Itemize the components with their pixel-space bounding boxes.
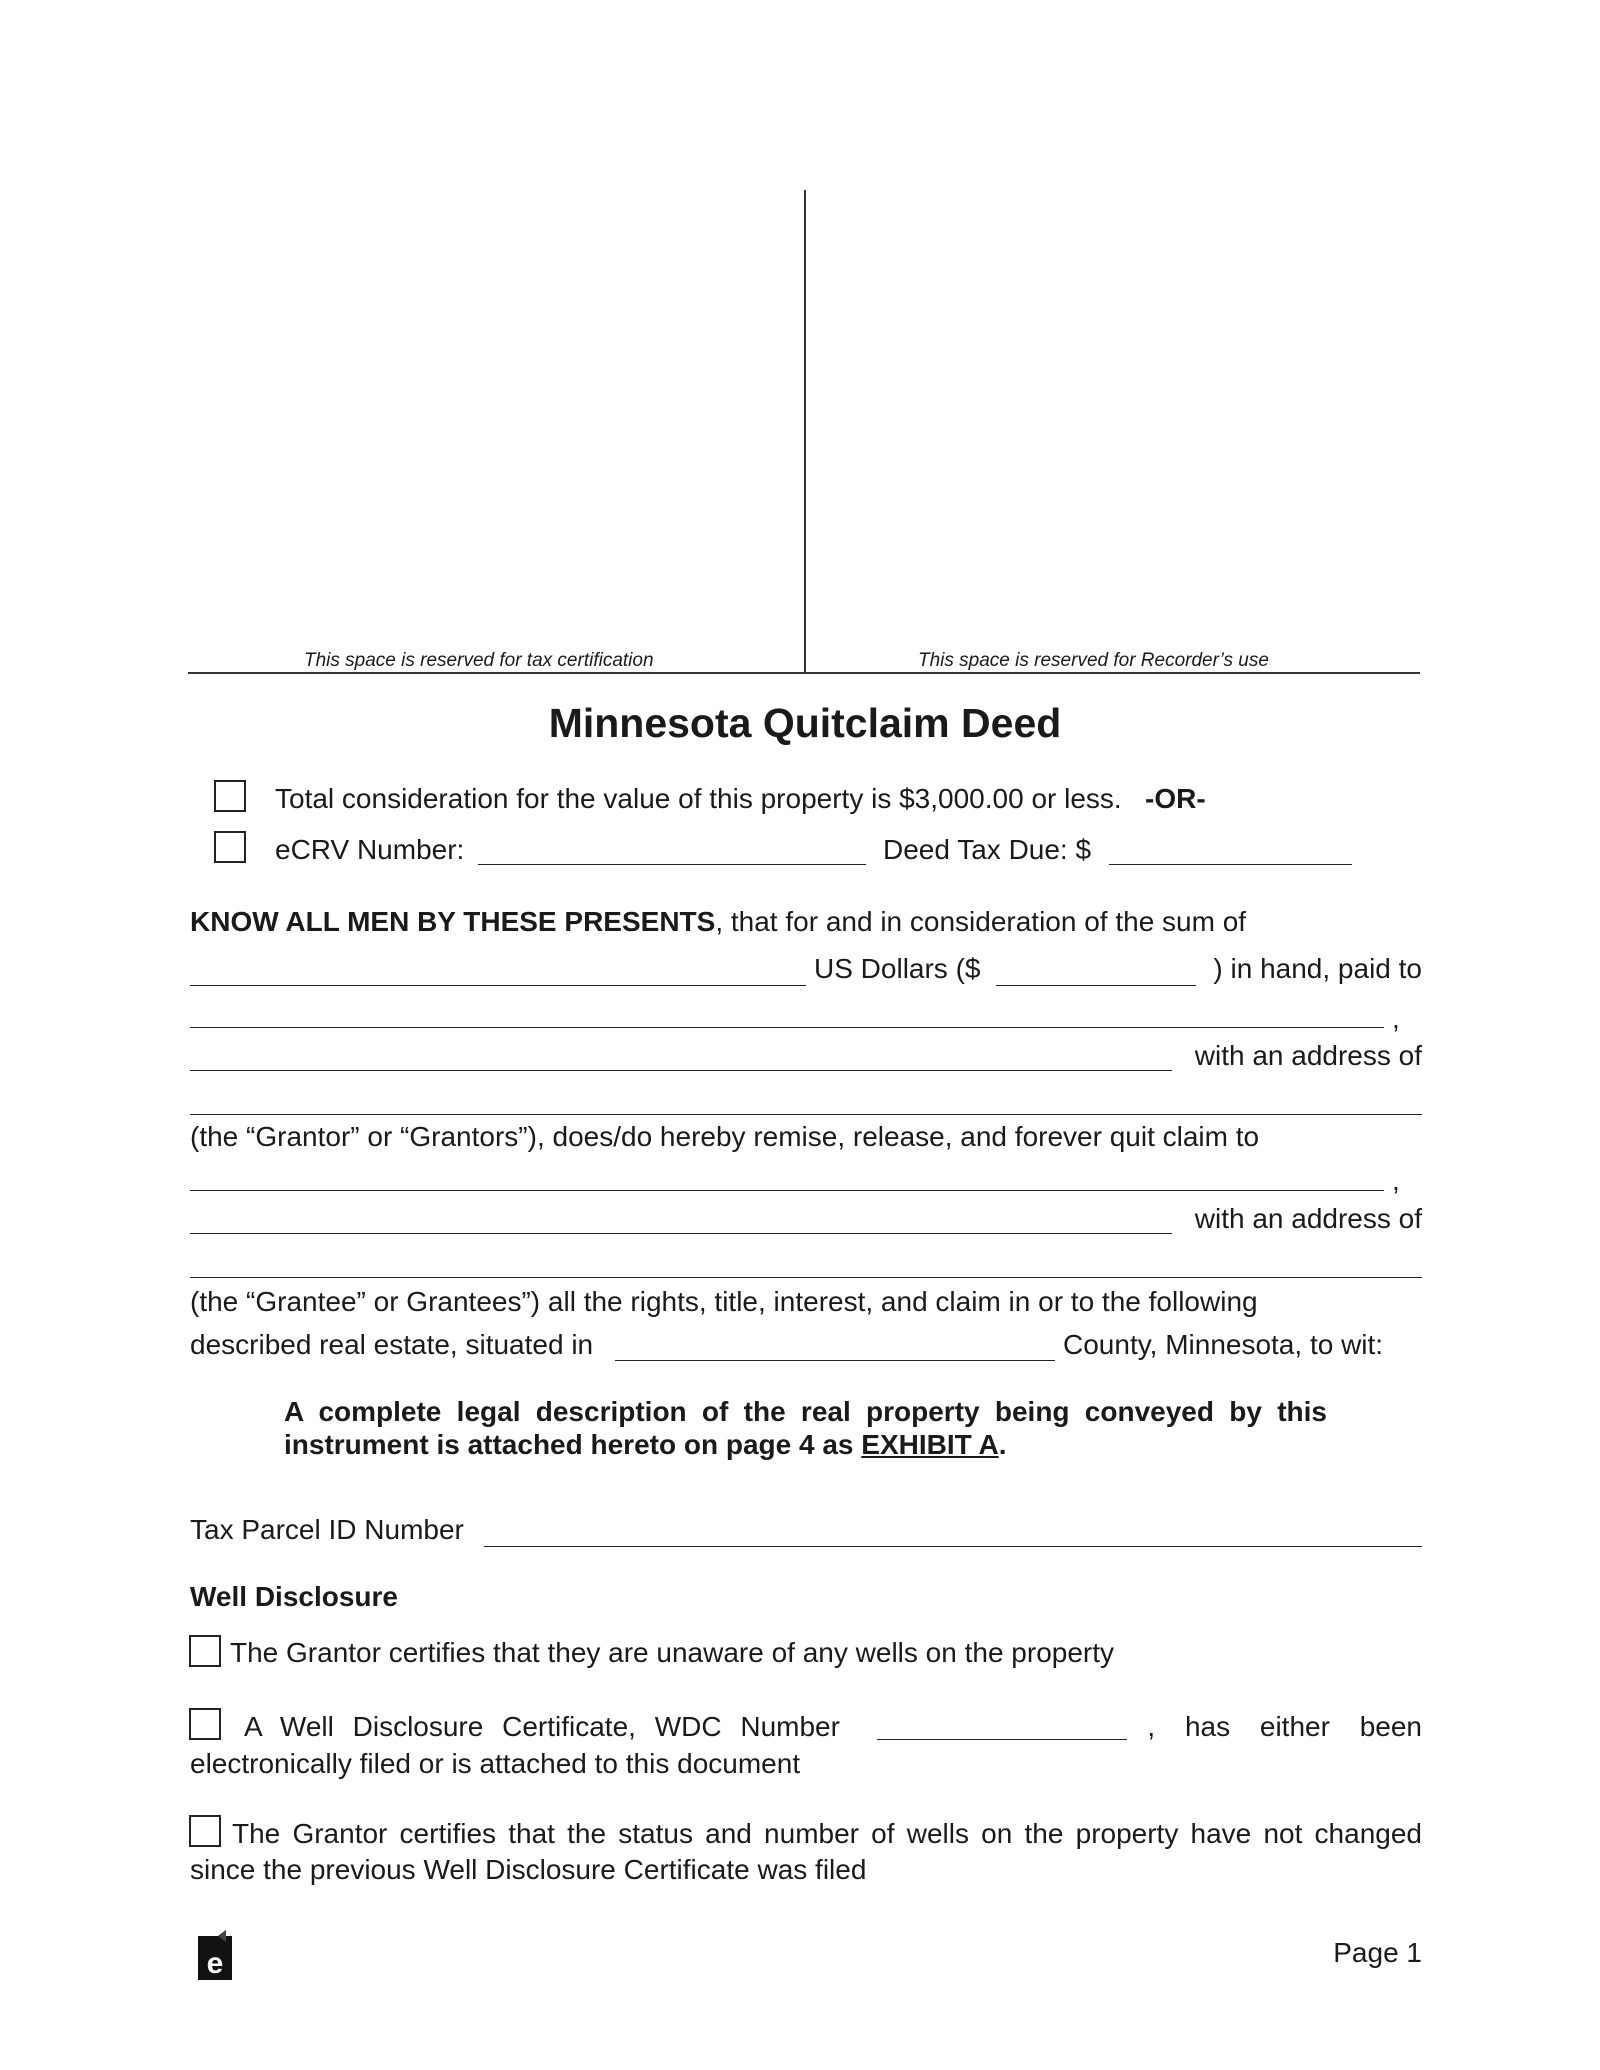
grantor-name-comma: , xyxy=(1392,1003,1400,1034)
well-option-2-suffix: , has either been xyxy=(1147,1711,1422,1742)
well-option-2-prefix: A Well Disclosure Certificate, WDC Number xyxy=(244,1711,840,1742)
checkbox-no-wells[interactable] xyxy=(189,1635,221,1667)
deed-tax-label: Deed Tax Due: $ xyxy=(883,834,1092,865)
header-divider-vertical xyxy=(804,190,806,674)
checkbox-wells-unchanged[interactable] xyxy=(189,1815,221,1847)
consideration-amount-words-field[interactable] xyxy=(190,985,806,986)
well-option-3-line-2: since the previous Well Disclosure Certificate was filed xyxy=(190,1854,867,1885)
grantor-address-field[interactable] xyxy=(190,1114,1422,1115)
deed-tax-field[interactable] xyxy=(1109,864,1352,865)
well-option-3-line-1: The Grantor certifies that the status and number of wells on the property have not changed xyxy=(232,1818,1422,1849)
well-option-2-line-1-inner xyxy=(244,1713,1422,1741)
consideration-under-3000-label: Total consideration for the value of this property is $3,000.00 or less. xyxy=(275,783,1122,814)
grantee-name-comma: , xyxy=(1392,1165,1400,1196)
grantor-name-field-2[interactable] xyxy=(190,1070,1172,1071)
checkbox-ecrv[interactable] xyxy=(214,831,246,863)
tax-parcel-field[interactable] xyxy=(484,1546,1422,1547)
county-minnesota-label: County, Minnesota, to wit: xyxy=(1063,1329,1384,1360)
legal-description-prefix: instrument is attached hereto on page 4 as xyxy=(284,1429,854,1460)
well-disclosure-heading: Well Disclosure xyxy=(190,1581,399,1612)
consideration-option-text xyxy=(275,785,1206,813)
in-hand-paid-to-label: ) in hand, paid to xyxy=(1213,953,1422,984)
checkbox-wdc-filed[interactable] xyxy=(189,1708,221,1740)
know-all-men-line xyxy=(190,908,1246,936)
grantor-address-label: with an address of xyxy=(1194,1040,1422,1071)
page-number: Page 1 xyxy=(1333,1937,1422,1968)
well-option-1-text: The Grantor certifies that they are unaware of any wells on the property xyxy=(230,1637,1115,1668)
recorder-use-label: This space is reserved for Recorder’s use xyxy=(918,650,1269,671)
us-dollars-label: US Dollars ($ xyxy=(814,953,981,984)
wdc-number-field[interactable] xyxy=(877,1713,1127,1740)
document-title: Minnesota Quitclaim Deed xyxy=(548,700,1062,746)
header-divider-horizontal xyxy=(188,672,1420,674)
etemplates-logo-icon xyxy=(196,1930,236,1982)
grantee-name-field-2[interactable] xyxy=(190,1233,1172,1234)
grantee-name-field[interactable] xyxy=(190,1190,1384,1191)
grantee-clause: (the “Grantee” or Grantees”) all the rights, title, interest, and claim in or to the following xyxy=(190,1286,1258,1317)
described-real-estate-label: described real estate, situated in xyxy=(190,1329,594,1360)
exhibit-a-link[interactable]: EXHIBIT A xyxy=(861,1429,999,1460)
grantor-clause: (the “Grantor” or “Grantors”), does/do hereby remise, release, and forever quit claim to xyxy=(190,1121,1260,1152)
grantee-address-label: with an address of xyxy=(1194,1203,1422,1234)
county-field[interactable] xyxy=(615,1360,1055,1361)
tax-parcel-label: Tax Parcel ID Number xyxy=(190,1514,464,1545)
ecrv-number-field[interactable] xyxy=(478,864,866,865)
svg-text:e: e xyxy=(206,1947,224,1980)
grantor-name-field[interactable] xyxy=(190,1027,1384,1028)
well-option-2-line-2: electronically filed or is attached to this document xyxy=(190,1748,801,1779)
checkbox-consideration-under-3000[interactable] xyxy=(214,780,246,812)
consideration-amount-numeric-field[interactable] xyxy=(996,985,1196,986)
know-all-men-rest: , that for and in consideration of the sum of xyxy=(715,906,1247,937)
legal-description-period: . xyxy=(998,1429,1007,1460)
legal-description-line-1: A complete legal description of the real property being conveyed by this xyxy=(284,1396,1327,1427)
or-label: -OR- xyxy=(1145,783,1206,814)
grantee-address-field[interactable] xyxy=(190,1277,1422,1278)
well-option-2-line-1 xyxy=(244,1713,1422,1741)
ecrv-label: eCRV Number: xyxy=(275,834,465,865)
legal-description-line-2 xyxy=(284,1431,1006,1459)
know-all-men-heading: KNOW ALL MEN BY THESE PRESENTS xyxy=(190,906,716,937)
tax-certification-label: This space is reserved for tax certification xyxy=(304,650,654,671)
